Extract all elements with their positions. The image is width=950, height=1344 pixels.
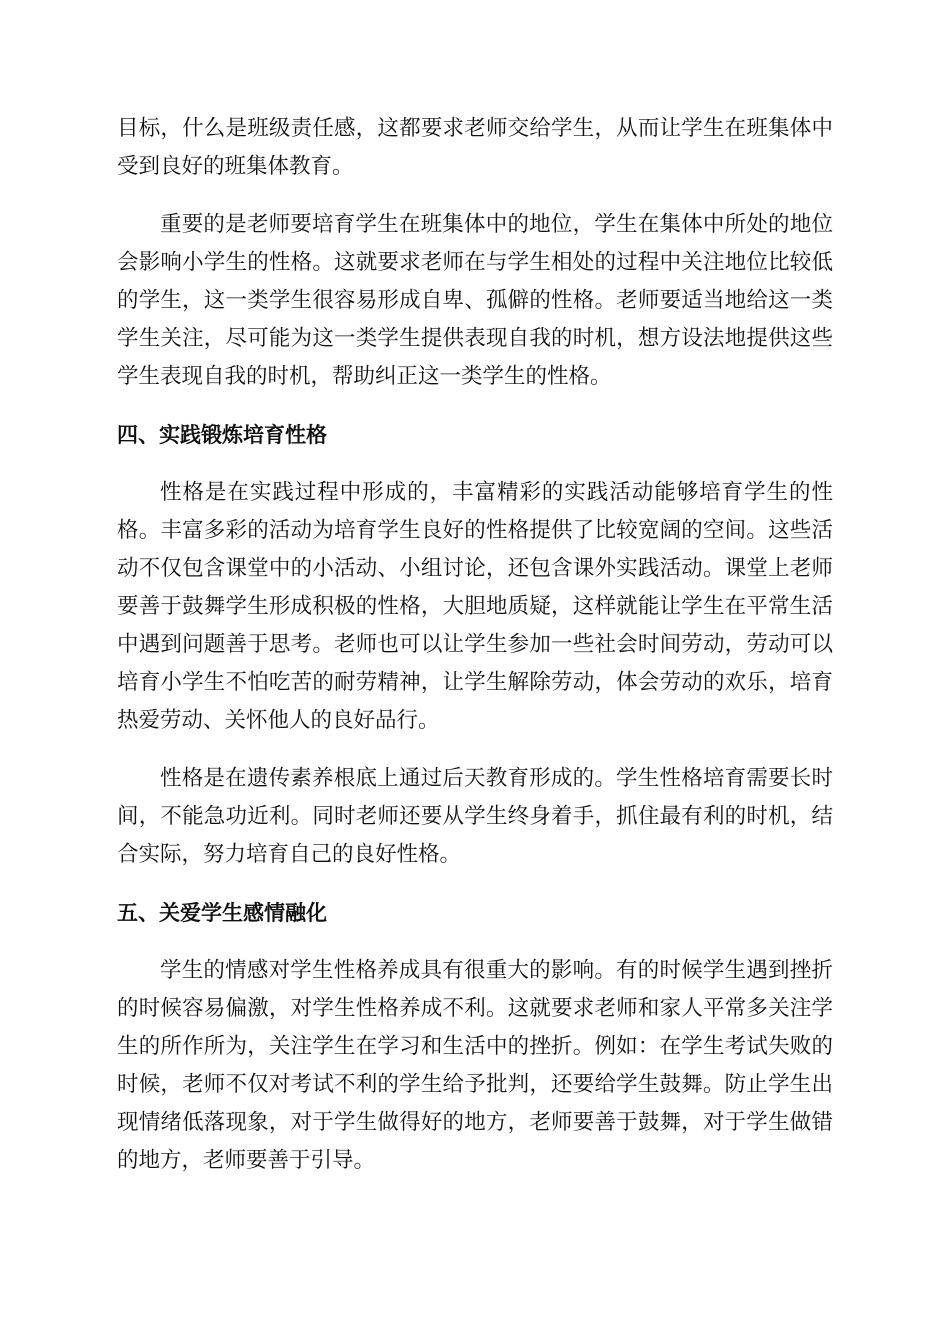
paragraph-3: 性格是在实践过程中形成的，丰富精彩的实践活动能够培育学生的性格。丰富多彩的活动为培育学生良好的性格提供了比较宽阔的空间。这些活动不仅包含课堂中的小活动、小组讨论，还包含课外实践活动。课堂上老师要善于鼓舞学生形成积极的性格，大胆地质疑，这样就能让学生在平常生活中遇到问题善于思考。老师也可以让学生参加一些社会时间劳动，劳动可以培育小学生不怕吃苦的耐劳精神，让学生解除劳动，体会劳动的欢乐，培育热爱劳动、关怀他人的良好品行。: [117, 480, 833, 733]
section-heading-5: 五、关爱学生感情融化: [117, 901, 327, 925]
section-heading-4: 四、实践锻炼培育性格: [117, 423, 327, 447]
paragraph-5: 学生的情感对学生性格养成具有很重大的影响。有的时候学生遇到挫折的时候容易偏激，对学生性格养成不利。这就要求老师和家人平常多关注学生的所作所为，关注学生在学习和生活中的挫折。例如：在学生考试失败的时候，老师不仅对考试不利的学生给予批判，还要给学生鼓舞。防止学生出现情绪低落现象，对于学生做得好的地方，老师要善于鼓舞，对于学生做错的地方，老师要善于引导。: [117, 958, 833, 1173]
paragraph-4: 性格是在遗传素养根底上通过后天教育形成的。学生性格培育需要长时间，不能急功近利。同时老师还要从学生终身着手，抓住最有利的时机，结合实际，努力培育自己的良好性格。: [117, 766, 833, 867]
document-page: [117, 110, 833, 1200]
paragraph-2: 重要的是老师要培育学生在班集体中的地位，学生在集体中所处的地位会影响小学生的性格。这就要求老师在与学生相处的过程中关注地位比较低的学生，这一类学生很容易形成自卑、孤僻的性格。老师要适当地给这一类学生关注，尽可能为这一类学生提供表现自我的时机，想方设法地提供这些学生表现自我的时机，帮助纠正这一类学生的性格。: [117, 212, 833, 389]
paragraph-1: 目标，什么是班级责任感，这都要求老师交给学生，从而让学生在班集体中受到良好的班集体教育。: [117, 116, 833, 179]
